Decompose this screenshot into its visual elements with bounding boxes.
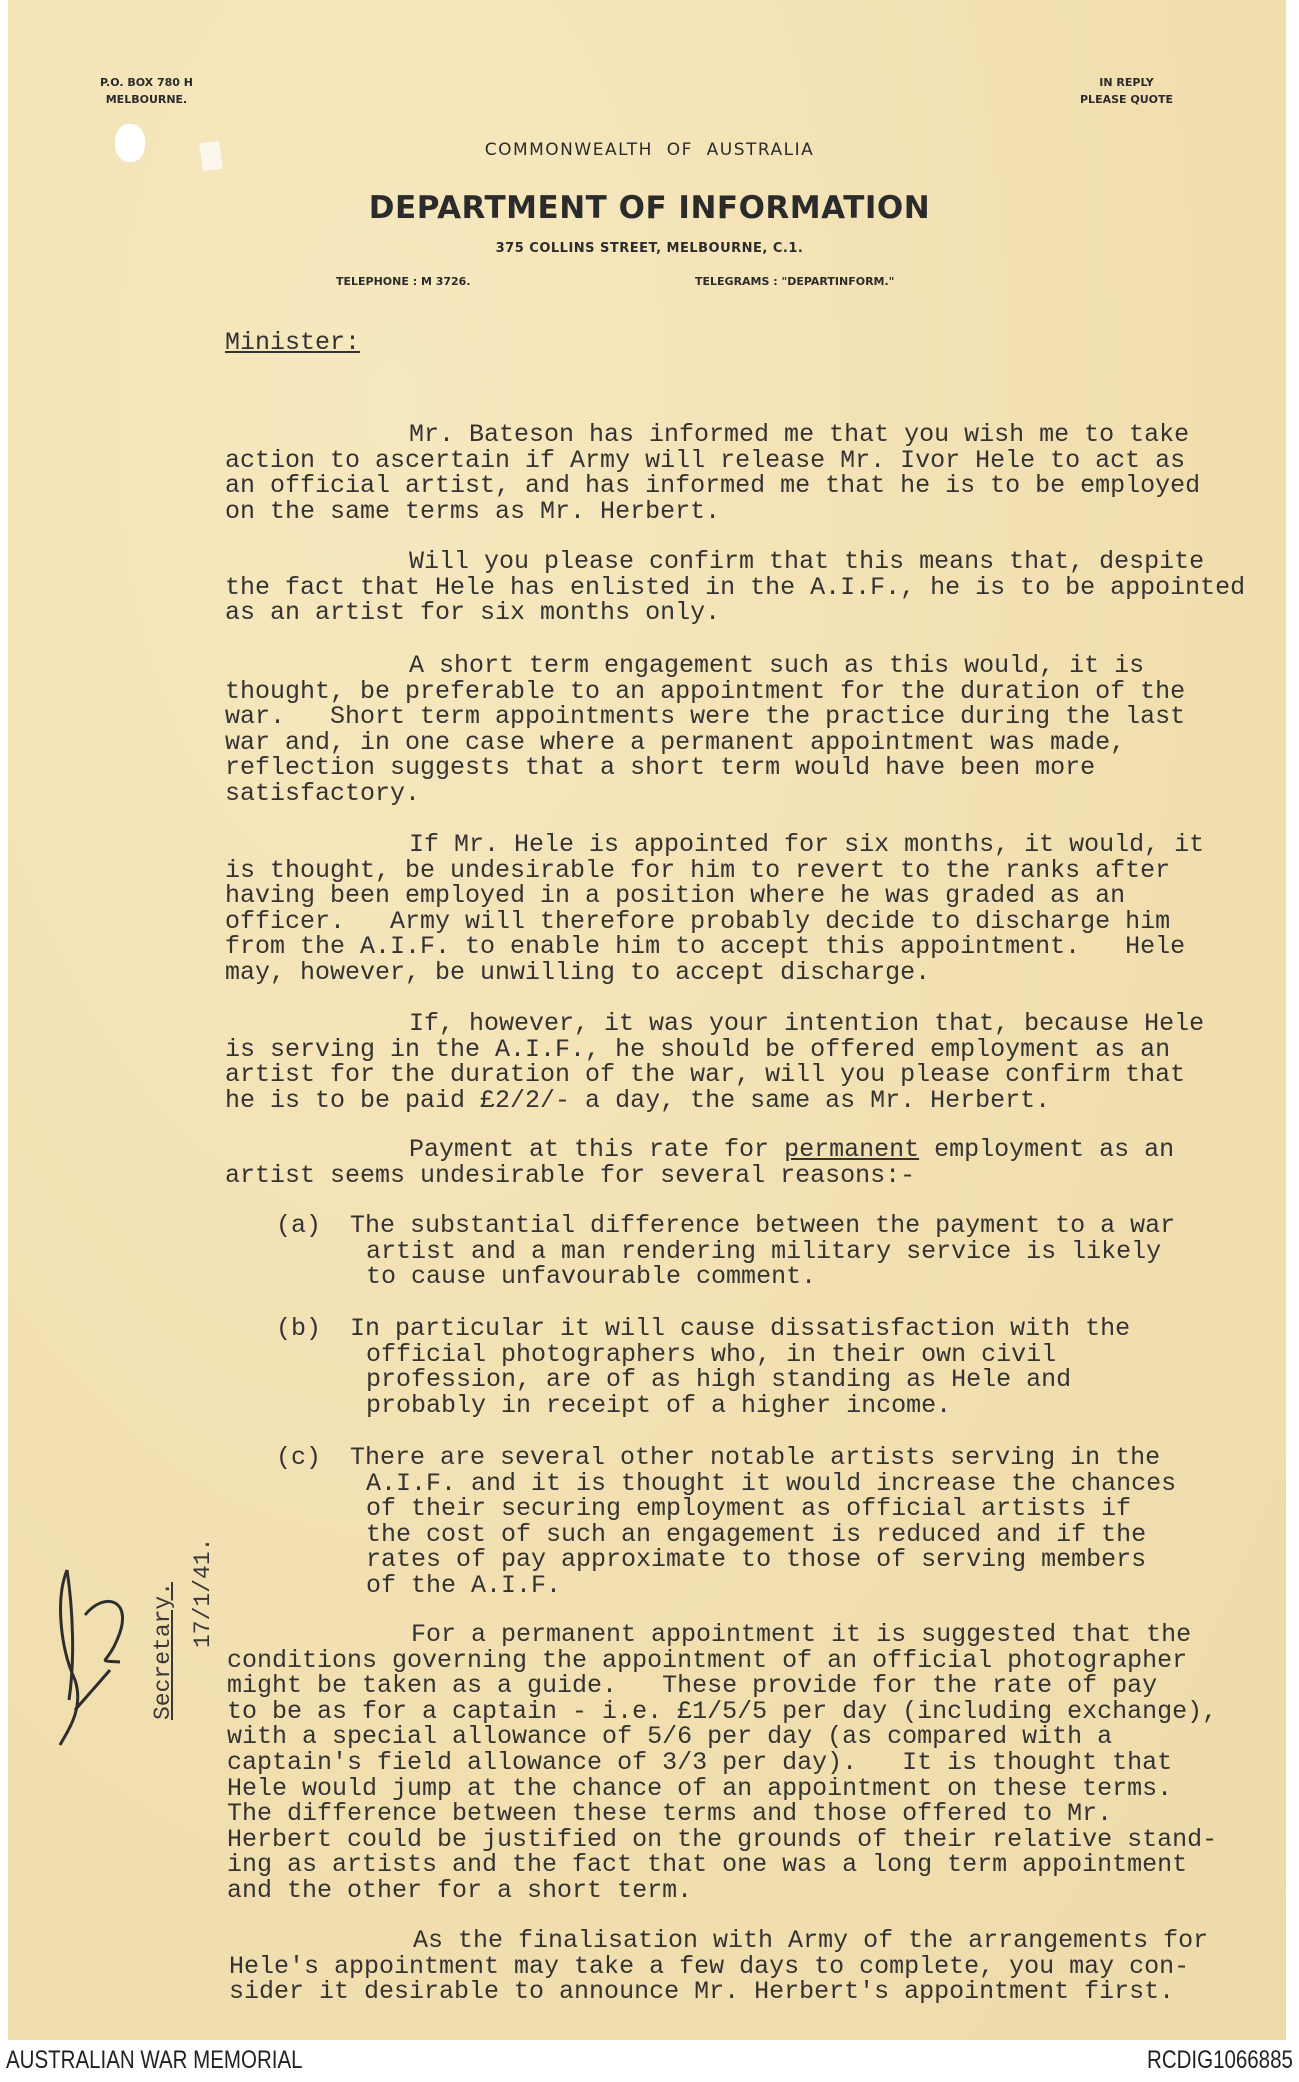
- text-line: If Mr. Hele is appointed for six months, it would, it: [409, 830, 1205, 859]
- margin-note-title: Secretary.: [150, 1581, 176, 1720]
- text-line: to cause unfavourable comment.: [366, 1262, 817, 1292]
- text-line: reflection suggests that a short term would have been more: [225, 753, 1096, 783]
- text-span: Payment at this rate for: [409, 1135, 785, 1164]
- text-span: employment as an: [919, 1135, 1175, 1164]
- po-box-line: P.O. BOX 780 H: [100, 76, 193, 89]
- text-line: artist and a man rendering military service is likely: [366, 1236, 1162, 1266]
- item-text: [350, 1445, 1176, 1599]
- text-line: Hele's appointment may take a few days to complete, you may con-: [229, 1951, 1190, 1981]
- text-line: he is to be paid £2/2/- a day, the same as Mr. Herbert.: [225, 1085, 1051, 1115]
- item-label: (b): [276, 1314, 322, 1343]
- text-line: Mr. Bateson has informed me that you wish me to take: [409, 420, 1190, 449]
- text-line: the cost of such an engagement is reduced and if the: [366, 1519, 1147, 1549]
- telephone: TELEPHONE : M 3726.: [336, 275, 471, 288]
- footer-archive-name: AUSTRALIAN WAR MEMORIAL: [6, 2046, 303, 2074]
- text-line: probably in receipt of a higher income.: [366, 1390, 952, 1420]
- text-line: of the A.I.F.: [366, 1570, 562, 1600]
- reply-line-1: IN REPLY: [1099, 76, 1154, 89]
- text-line: war. Short term appointments were the practice during the last: [225, 702, 1186, 732]
- text-line: might be taken as a guide. These provide for the rate of pay: [227, 1671, 1158, 1701]
- text-line: the fact that Hele has enlisted in the A.I.F., he is to be appointed: [225, 572, 1246, 602]
- commonwealth-heading: COMMONWEALTH OF AUSTRALIA: [484, 140, 815, 160]
- text-line: sider it desirable to announce Mr. Herbert's appointment first.: [229, 1977, 1175, 2007]
- text-line: artist seems undesirable for several reasons:-: [225, 1160, 916, 1190]
- underlined-word: permanent: [784, 1135, 920, 1164]
- paragraph: [225, 549, 1245, 626]
- text-line: is thought, be undesirable for him to revert to the ranks after: [225, 855, 1171, 885]
- paragraph: [225, 1011, 1204, 1113]
- text-line: an official artist, and has informed me that he is to be employed: [225, 471, 1201, 501]
- text-line: and the other for a short term.: [227, 1875, 693, 1905]
- reply-note: [1080, 74, 1173, 108]
- handwritten-initials-signature: [45, 1560, 135, 1750]
- text-line: profession, are of as high standing as Hele and: [366, 1365, 1072, 1395]
- text-line: to be as for a captain - i.e. £1/5/5 per day (including exchange),: [227, 1696, 1218, 1726]
- item-text: [350, 1213, 1175, 1290]
- payment-paragraph: [225, 1137, 1174, 1188]
- po-box: [100, 74, 193, 108]
- text-line: captain's field allowance of 3/3 per day). It is thought that: [227, 1747, 1173, 1777]
- text-line: officer. Army will therefore probably decide to discharge him: [225, 906, 1171, 936]
- reply-line-2: PLEASE QUOTE: [1080, 93, 1174, 106]
- text-line: A.I.F. and it is thought it would increase the chances: [366, 1468, 1177, 1498]
- department-title: DEPARTMENT OF INFORMATION: [368, 190, 931, 226]
- paragraph: [227, 1622, 1217, 1904]
- text-line: conditions governing the appointment of an official photographer: [227, 1645, 1188, 1675]
- text-line: [225, 1137, 1174, 1163]
- po-box-city: MELBOURNE.: [105, 93, 188, 106]
- paragraph: [229, 1928, 1208, 2005]
- telegrams: TELEGRAMS : "DEPARTINFORM.": [695, 275, 895, 288]
- paragraph: [225, 653, 1185, 807]
- text-line: There are several other notable artists serving in the: [350, 1443, 1161, 1472]
- text-line: The substantial difference between the payment to a war: [350, 1211, 1176, 1240]
- text-line: Hele would jump at the chance of an appointment on these terms.: [227, 1773, 1173, 1803]
- text-line: from the A.I.F. to enable him to accept this appointment. Hele: [225, 932, 1186, 962]
- text-line: war and, in one case where a permanent appointment was made,: [225, 727, 1126, 757]
- text-line: Will you please confirm that this means that, despite: [409, 547, 1205, 576]
- text-line: In particular it will cause dissatisfaction with the: [350, 1314, 1131, 1343]
- text-line: rates of pay approximate to those of serving members: [366, 1545, 1147, 1575]
- margin-note-date: 17/1/41.: [190, 1537, 216, 1648]
- text-line: thought, be preferable to an appointment for the duration of the: [225, 676, 1186, 706]
- item-label: (c): [276, 1443, 322, 1472]
- text-line: with a special allowance of 5/6 per day (as compared with a: [227, 1722, 1113, 1752]
- text-line: may, however, be unwilling to accept discharge.: [225, 957, 931, 987]
- salutation: Minister:: [225, 328, 361, 357]
- text-line: As the finalisation with Army of the arrangements for: [413, 1926, 1209, 1955]
- text-line: artist for the duration of the war, will you please confirm that: [225, 1060, 1186, 1090]
- text-line: satisfactory.: [225, 778, 421, 808]
- text-line: If, however, it was your intention that, because Hele: [409, 1009, 1205, 1038]
- text-line: official photographers who, in their own civil: [366, 1339, 1057, 1369]
- text-line: as an artist for six months only.: [225, 598, 721, 628]
- text-line: A short term engagement such as this would, it is: [409, 651, 1145, 680]
- text-line: For a permanent appointment it is suggested that the: [411, 1620, 1192, 1649]
- text-line: Herbert could be justified on the grounds of their relative stand-: [227, 1824, 1218, 1854]
- text-line: The difference between these terms and those offered to Mr.: [227, 1799, 1113, 1829]
- item-label: (a): [276, 1211, 322, 1240]
- text-line: having been employed in a position where he was graded as an: [225, 881, 1126, 911]
- text-line: is serving in the A.I.F., he should be offered employment as an: [225, 1034, 1171, 1064]
- item-text: [350, 1316, 1130, 1418]
- text-line: of their securing employment as official artists if: [366, 1494, 1132, 1524]
- text-line: action to ascertain if Army will release Mr. Ivor Hele to act as: [225, 445, 1186, 475]
- paragraph: [225, 832, 1204, 986]
- paragraph: [225, 422, 1200, 524]
- text-line: ing as artists and the fact that one was a long term appointment: [227, 1850, 1188, 1880]
- footer-record-id: RCDIG1066885: [1147, 2046, 1293, 2074]
- text-line: on the same terms as Mr. Herbert.: [225, 496, 721, 526]
- department-address: 375 COLLINS STREET, MELBOURNE, C.1.: [495, 241, 804, 256]
